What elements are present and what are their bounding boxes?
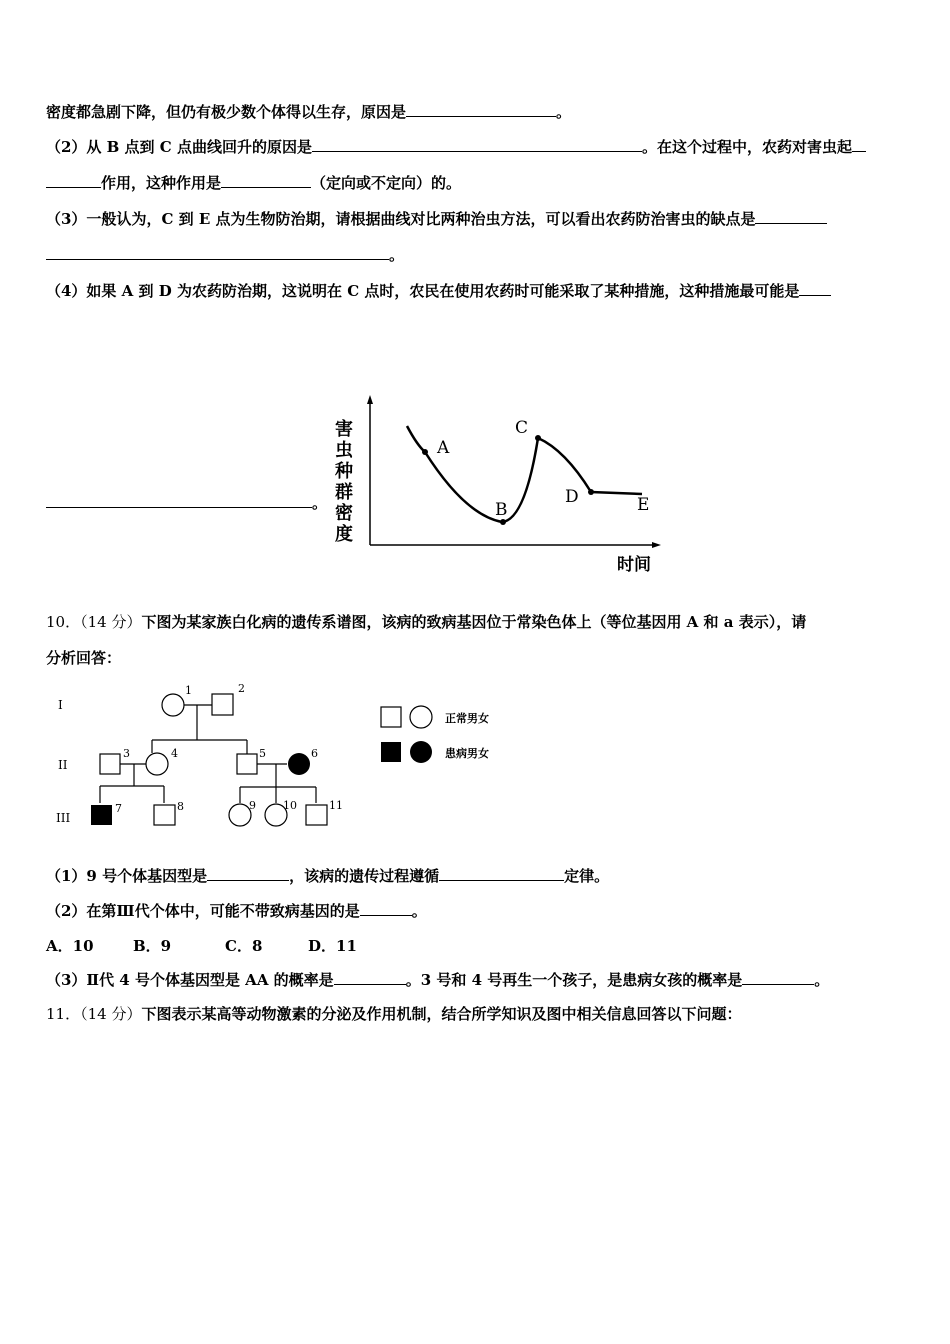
label-d: D — [565, 487, 579, 507]
q9-sub3-line-1 — [46, 209, 827, 229]
legend-normal-label: 正常男女 — [445, 712, 489, 725]
answer-blank[interactable] — [46, 493, 312, 508]
text: （3）Ⅱ代 4 号个体基因型是 AA 的概率是 — [46, 971, 334, 989]
normal-male-icon — [381, 707, 401, 727]
text: 。在这个过程中，农药对害虫起 — [641, 138, 852, 156]
svg-text:6: 6 — [311, 747, 318, 760]
svg-text:8: 8 — [177, 800, 184, 813]
label-a: A — [437, 438, 450, 458]
label-c: C — [515, 418, 529, 438]
text: 。 — [411, 902, 427, 920]
individual-6-affected — [288, 753, 310, 775]
answer-blank[interactable] — [207, 866, 289, 881]
q10-options — [46, 936, 357, 956]
svg-text:5: 5 — [259, 747, 266, 760]
svg-text:III: III — [56, 811, 71, 825]
pedigree-chart — [40, 675, 360, 835]
answer-blank[interactable] — [46, 173, 101, 188]
option-d[interactable]: D．11 — [308, 937, 357, 955]
text: （4）如果 A 到 D 为农药防治期，这说明在 C 点时，农民在使用农药时可能采取了某种措施，这种措施最可能是 — [46, 282, 800, 300]
option-c[interactable]: C．8 — [225, 937, 263, 955]
svg-text:II: II — [58, 758, 68, 772]
q9-line-1 — [46, 102, 571, 122]
text: 下图为某家族白化病的遗传系谱图，该病的致病基因位于常染色体上（等位基因用 A 和 a 表示），请 — [141, 613, 807, 631]
text: （3）一般认为，C 到 E 点为生物防治期，请根据曲线对比两种治虫方法，可以看出农药防治害虫的缺点是 — [46, 210, 756, 228]
svg-text:3: 3 — [123, 747, 130, 760]
text: ，该病的遗传过程遵循 — [289, 867, 440, 885]
text: 作用，这种作用是 — [101, 174, 222, 192]
text: 下图表示某高等动物激素的分泌及作用机制，结合所学知识及图中相关信息回答以下问题： — [141, 1005, 742, 1023]
x-axis-label: 时间 — [617, 555, 651, 575]
answer-blank[interactable] — [312, 137, 642, 152]
answer-blank[interactable] — [799, 281, 831, 296]
text: 分析回答： — [46, 649, 122, 667]
text: 。 — [312, 494, 328, 512]
generation-labels — [56, 698, 70, 825]
individual-4 — [146, 753, 168, 775]
svg-text:10: 10 — [283, 799, 297, 812]
y-axis-arrow-icon — [367, 395, 373, 404]
answer-blank[interactable] — [221, 173, 311, 188]
text: （2）从 B 点到 C 点曲线回升的原因是 — [46, 138, 312, 156]
individual-5 — [237, 754, 257, 774]
text: （2）在第Ⅲ代个体中，可能不带致病基因的是 — [46, 902, 360, 920]
answer-blank[interactable] — [334, 970, 406, 985]
normal-female-icon — [410, 706, 432, 728]
svg-text:9: 9 — [249, 799, 256, 812]
individual-8 — [154, 805, 175, 825]
svg-text:害: 害 — [335, 419, 353, 440]
q10-line-1 — [46, 612, 806, 632]
question-number: 10．（14 分） — [46, 613, 142, 631]
label-e: E — [637, 495, 650, 515]
svg-text:群: 群 — [335, 482, 353, 503]
y-axis-label — [334, 418, 353, 545]
answer-blank[interactable] — [439, 866, 564, 881]
answer-blank[interactable] — [406, 102, 556, 117]
svg-text:密: 密 — [335, 503, 353, 524]
svg-text:度: 度 — [335, 524, 353, 545]
label-b: B — [495, 500, 508, 520]
text: 。 — [389, 246, 405, 264]
text: （1）9 号个体基因型是 — [46, 867, 208, 885]
individual-1 — [162, 694, 184, 716]
answer-blank[interactable] — [46, 245, 389, 260]
svg-text:11: 11 — [329, 799, 343, 812]
individual-9 — [229, 804, 251, 826]
q9-sub3-line-2 — [46, 245, 404, 265]
x-axis-arrow-icon — [652, 542, 661, 548]
svg-text:虫: 虫 — [335, 440, 353, 461]
svg-text:种: 种 — [335, 461, 353, 482]
text: 密度都急剧下降，但仍有极少数个体得以生存，原因是 — [46, 103, 407, 121]
individual-3 — [100, 754, 120, 774]
answer-blank[interactable] — [852, 137, 866, 152]
affected-male-icon — [381, 742, 401, 762]
q10-sub1 — [46, 866, 609, 886]
individual-numbers — [115, 682, 343, 815]
answer-blank[interactable] — [755, 209, 827, 224]
q9-sub2-line-2 — [46, 173, 461, 193]
individual-2 — [212, 694, 233, 715]
answer-blank[interactable] — [742, 970, 814, 985]
option-b[interactable]: B．9 — [133, 937, 172, 955]
svg-text:1: 1 — [185, 684, 192, 697]
point-d — [588, 489, 594, 495]
pest-density-chart — [325, 390, 670, 580]
q10-line-2 — [46, 648, 121, 668]
q9-sub4-line-2 — [46, 493, 327, 513]
q11-line-1 — [46, 1004, 741, 1024]
q9-sub2-line-1 — [46, 137, 866, 157]
option-a[interactable]: A．10 — [46, 937, 94, 955]
point-a — [422, 449, 428, 455]
affected-female-icon — [410, 741, 432, 763]
question-number: 11．（14 分） — [46, 1005, 142, 1023]
text: 。 — [814, 971, 830, 989]
individual-11 — [306, 805, 327, 825]
text: 定律。 — [564, 867, 610, 885]
svg-text:2: 2 — [238, 682, 245, 695]
svg-text:4: 4 — [171, 747, 178, 760]
pedigree-legend — [375, 702, 505, 776]
point-c — [535, 435, 541, 441]
legend-affected-label: 患病男女 — [445, 747, 489, 760]
text: （定向或不定向）的。 — [311, 174, 462, 192]
q10-sub2 — [46, 901, 427, 921]
q9-sub4-line-1 — [46, 281, 831, 301]
svg-text:I: I — [58, 698, 63, 712]
svg-text:7: 7 — [115, 802, 122, 815]
text: 。 — [556, 103, 572, 121]
individual-7-affected — [91, 805, 112, 825]
text: 。3 号和 4 号再生一个孩子，是患病女孩的概率是 — [405, 971, 743, 989]
answer-blank[interactable] — [360, 901, 412, 916]
q10-sub3 — [46, 970, 829, 990]
